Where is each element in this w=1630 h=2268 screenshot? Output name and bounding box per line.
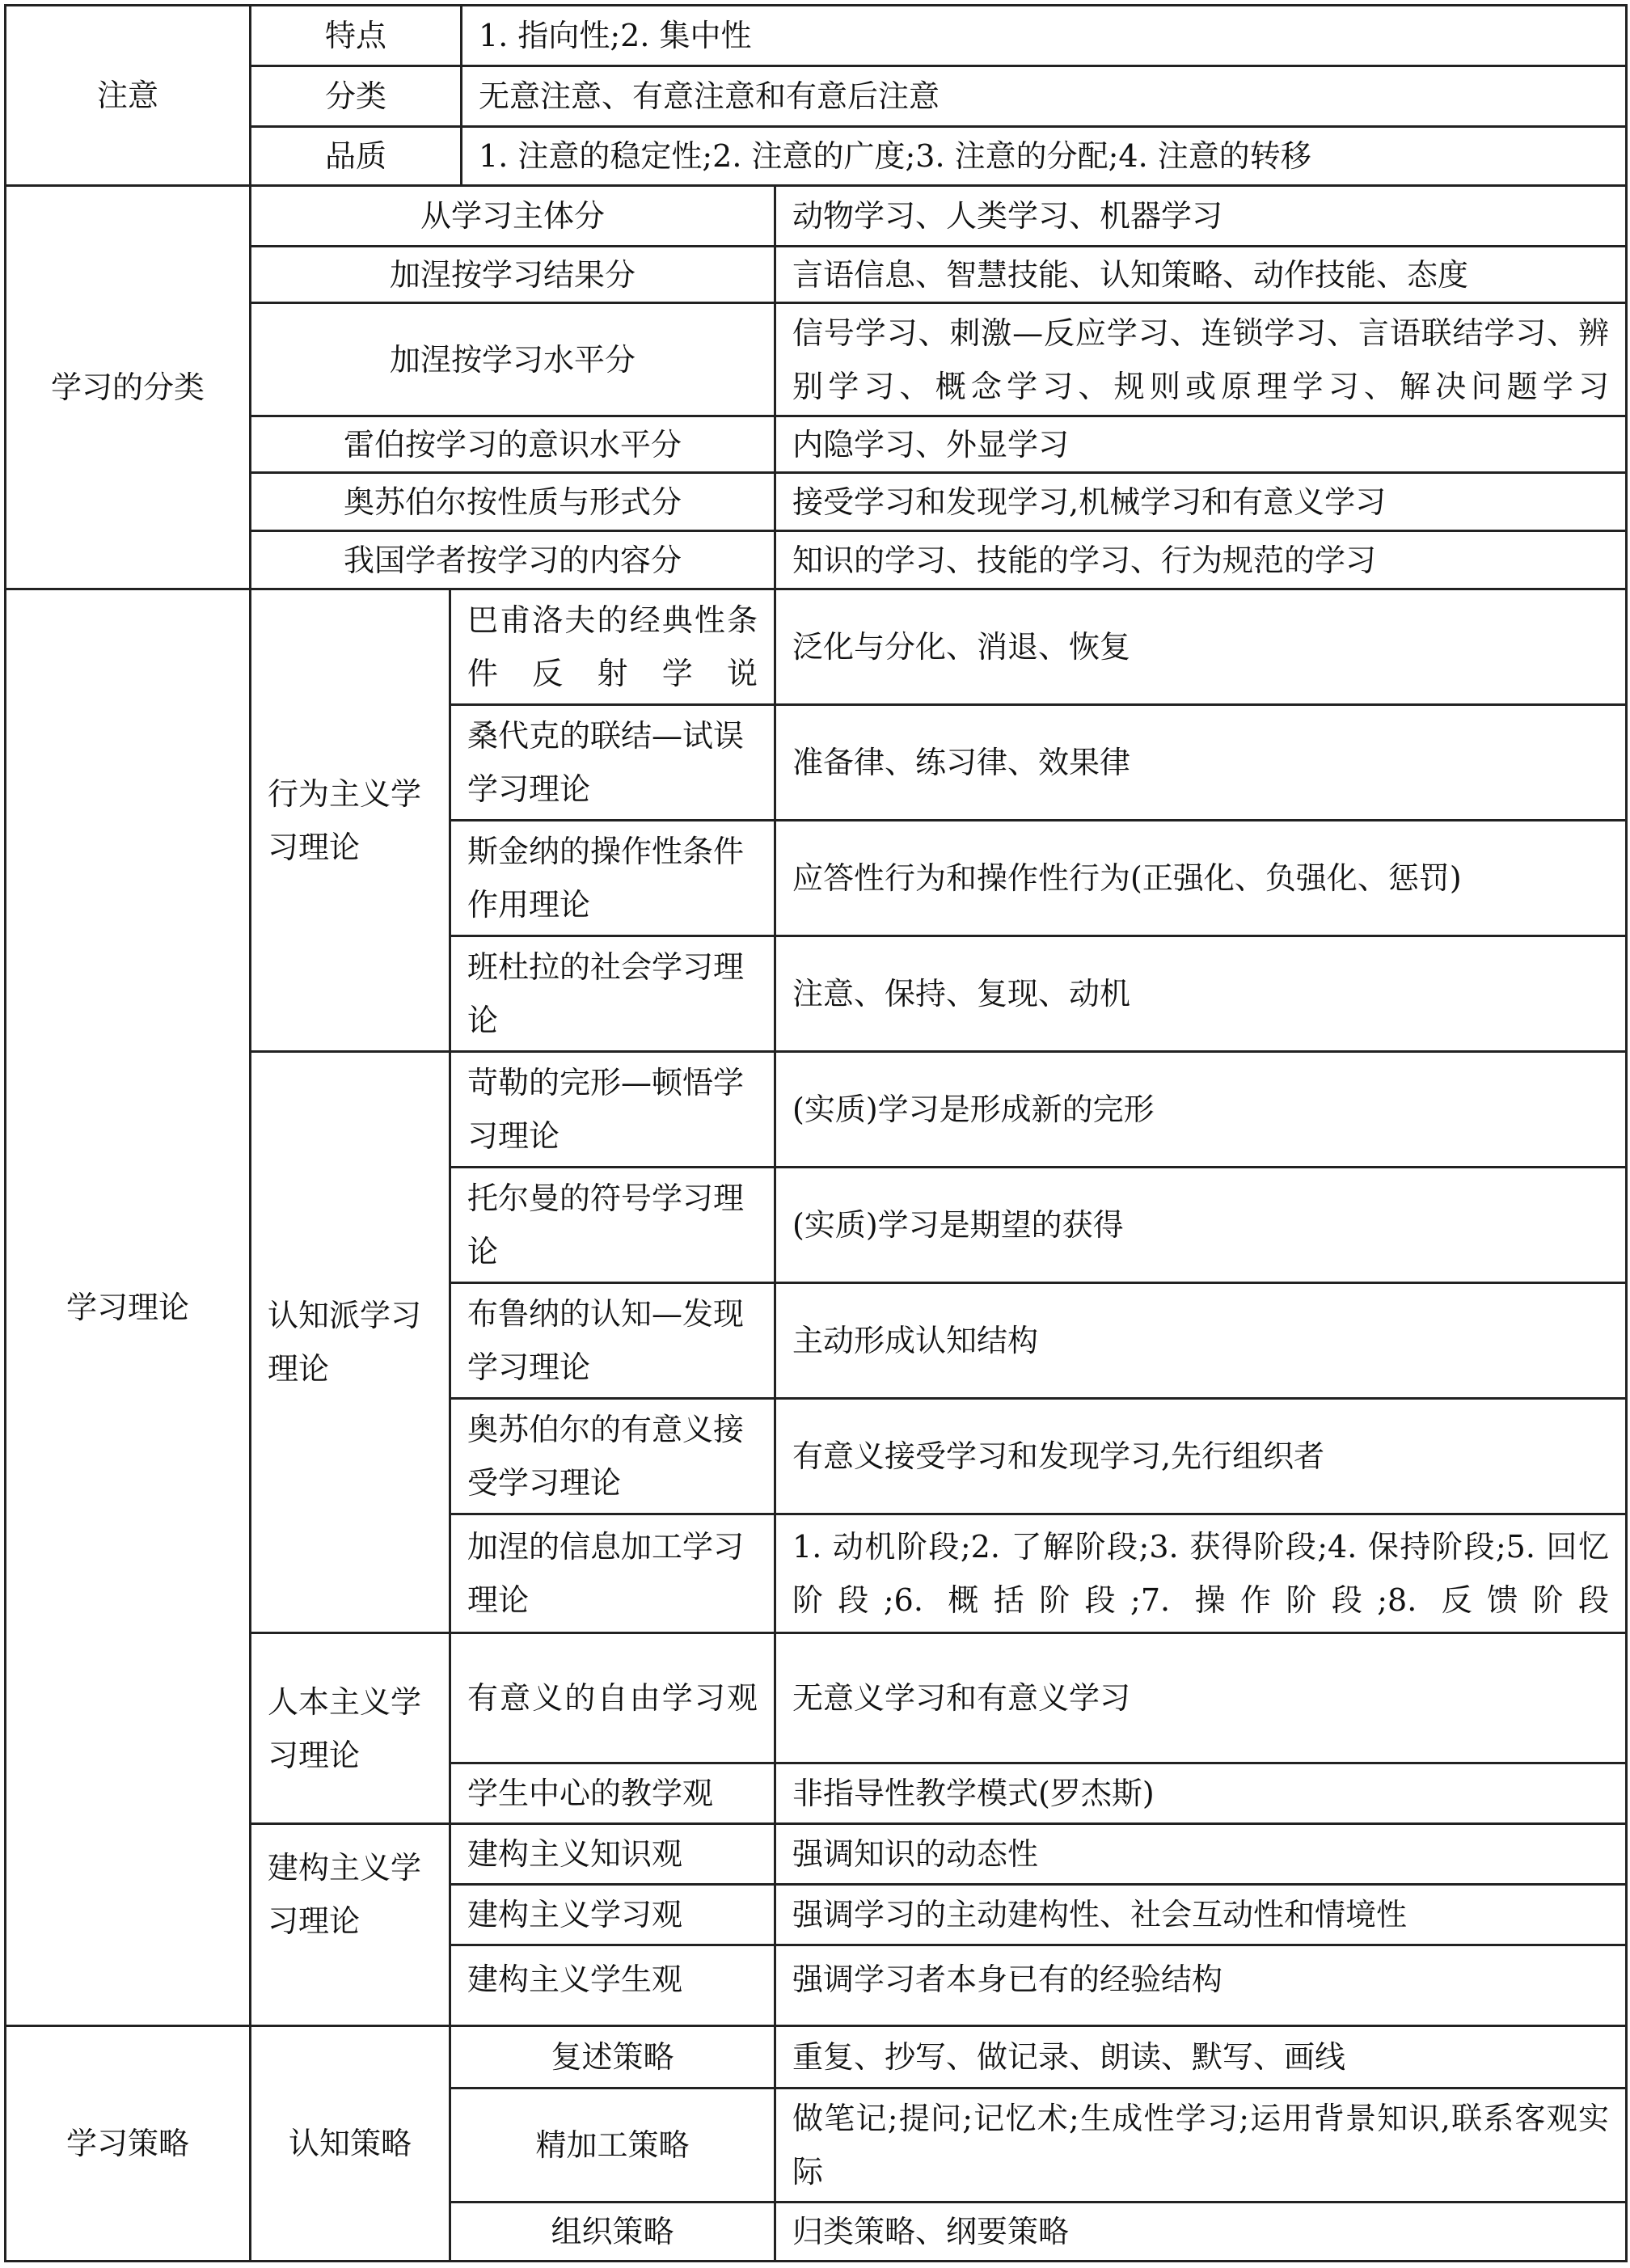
section-theory: 学习理论 — [6, 589, 251, 2026]
section-classification: 学习的分类 — [6, 186, 251, 589]
row-value: 归类策略、纲要策略 — [775, 2203, 1627, 2262]
row-label: 托尔曼的符号学习理论 — [450, 1168, 775, 1283]
row-value: 1. 指向性;2. 集中性 — [462, 6, 1627, 66]
row-value: 强调学习者本身已有的经验结构 — [775, 1945, 1627, 2026]
row-label: 特点 — [251, 6, 462, 66]
row-label: 加涅按学习水平分 — [251, 303, 775, 416]
row-label: 组织策略 — [450, 2203, 775, 2262]
row-value: 强调学习的主动建构性、社会互动性和情境性 — [775, 1885, 1627, 1945]
row-label: 复述策略 — [450, 2026, 775, 2089]
row-value: 做笔记;提问;记忆术;生成性学习;运用背景知识,联系客观实际 — [775, 2089, 1627, 2203]
row-value: 无意义学习和有意义学习 — [775, 1633, 1627, 1763]
row-value: 有意义接受学习和发现学习,先行组织者 — [775, 1399, 1627, 1514]
section-strategy: 学习策略 — [6, 2026, 251, 2262]
row-label: 班杜拉的社会学习理论 — [450, 936, 775, 1052]
row-value: 动物学习、人类学习、机器学习 — [775, 186, 1627, 247]
row-value: 注意、保持、复现、动机 — [775, 936, 1627, 1052]
group-humanistic: 人本主义学习理论 — [251, 1633, 450, 1824]
row-value: 无意注意、有意注意和有意后注意 — [462, 66, 1627, 127]
row-label: 从学习主体分 — [251, 186, 775, 247]
group-constructivism: 建构主义学习理论 — [251, 1824, 450, 2026]
row-label: 奥苏伯尔按性质与形式分 — [251, 473, 775, 531]
row-value: 强调知识的动态性 — [775, 1824, 1627, 1885]
learning-psychology-table — [4, 4, 1628, 2262]
row-value: 1. 动机阶段;2. 了解阶段;3. 获得阶段;4. 保持阶段;5. 回忆阶段;6. 概括阶段;7. 操作阶段;8. 反馈阶段 — [775, 1514, 1627, 1633]
row-label: 学生中心的教学观 — [450, 1763, 775, 1824]
row-label: 品质 — [251, 127, 462, 186]
group-cognitive-strategy: 认知策略 — [251, 2026, 450, 2262]
row-value: 知识的学习、技能的学习、行为规范的学习 — [775, 531, 1627, 589]
row-label: 我国学者按学习的内容分 — [251, 531, 775, 589]
group-cognitive: 认知派学习理论 — [251, 1052, 450, 1633]
table-row — [6, 6, 1627, 66]
row-value: (实质)学习是期望的获得 — [775, 1168, 1627, 1283]
table-row — [6, 2026, 1627, 2089]
table-row — [6, 186, 1627, 247]
row-label: 分类 — [251, 66, 462, 127]
group-behaviorism: 行为主义学习理论 — [251, 589, 450, 1052]
section-attention: 注意 — [6, 6, 251, 186]
row-label: 斯金纳的操作性条件作用理论 — [450, 821, 775, 936]
row-value: 接受学习和发现学习,机械学习和有意义学习 — [775, 473, 1627, 531]
row-label: 巴甫洛夫的经典性条件反射学说 — [450, 589, 775, 705]
row-value: 信号学习、刺激—反应学习、连锁学习、言语联结学习、辨别学习、概念学习、规则或原理学习、解决问题学习 — [775, 303, 1627, 416]
row-label: 桑代克的联结—试误学习理论 — [450, 705, 775, 821]
row-value: 1. 注意的稳定性;2. 注意的广度;3. 注意的分配;4. 注意的转移 — [462, 127, 1627, 186]
row-value: 内隐学习、外显学习 — [775, 416, 1627, 473]
row-value: 重复、抄写、做记录、朗读、默写、画线 — [775, 2026, 1627, 2089]
row-label: 有意义的自由学习观 — [450, 1633, 775, 1763]
row-label: 雷伯按学习的意识水平分 — [251, 416, 775, 473]
row-label: 建构主义学生观 — [450, 1945, 775, 2026]
row-value: 主动形成认知结构 — [775, 1283, 1627, 1399]
row-label: 奥苏伯尔的有意义接受学习理论 — [450, 1399, 775, 1514]
row-value: 准备律、练习律、效果律 — [775, 705, 1627, 821]
row-label: 布鲁纳的认知—发现学习理论 — [450, 1283, 775, 1399]
row-label: 建构主义学习观 — [450, 1885, 775, 1945]
table-row — [6, 589, 1627, 705]
row-label: 建构主义知识观 — [450, 1824, 775, 1885]
row-value: (实质)学习是形成新的完形 — [775, 1052, 1627, 1168]
row-value: 泛化与分化、消退、恢复 — [775, 589, 1627, 705]
row-label: 加涅的信息加工学习理论 — [450, 1514, 775, 1633]
row-value: 应答性行为和操作性行为(正强化、负强化、惩罚) — [775, 821, 1627, 936]
row-label: 加涅按学习结果分 — [251, 247, 775, 303]
row-label: 精加工策略 — [450, 2089, 775, 2203]
row-label: 苛勒的完形—顿悟学习理论 — [450, 1052, 775, 1168]
row-value: 言语信息、智慧技能、认知策略、动作技能、态度 — [775, 247, 1627, 303]
row-value: 非指导性教学模式(罗杰斯) — [775, 1763, 1627, 1824]
